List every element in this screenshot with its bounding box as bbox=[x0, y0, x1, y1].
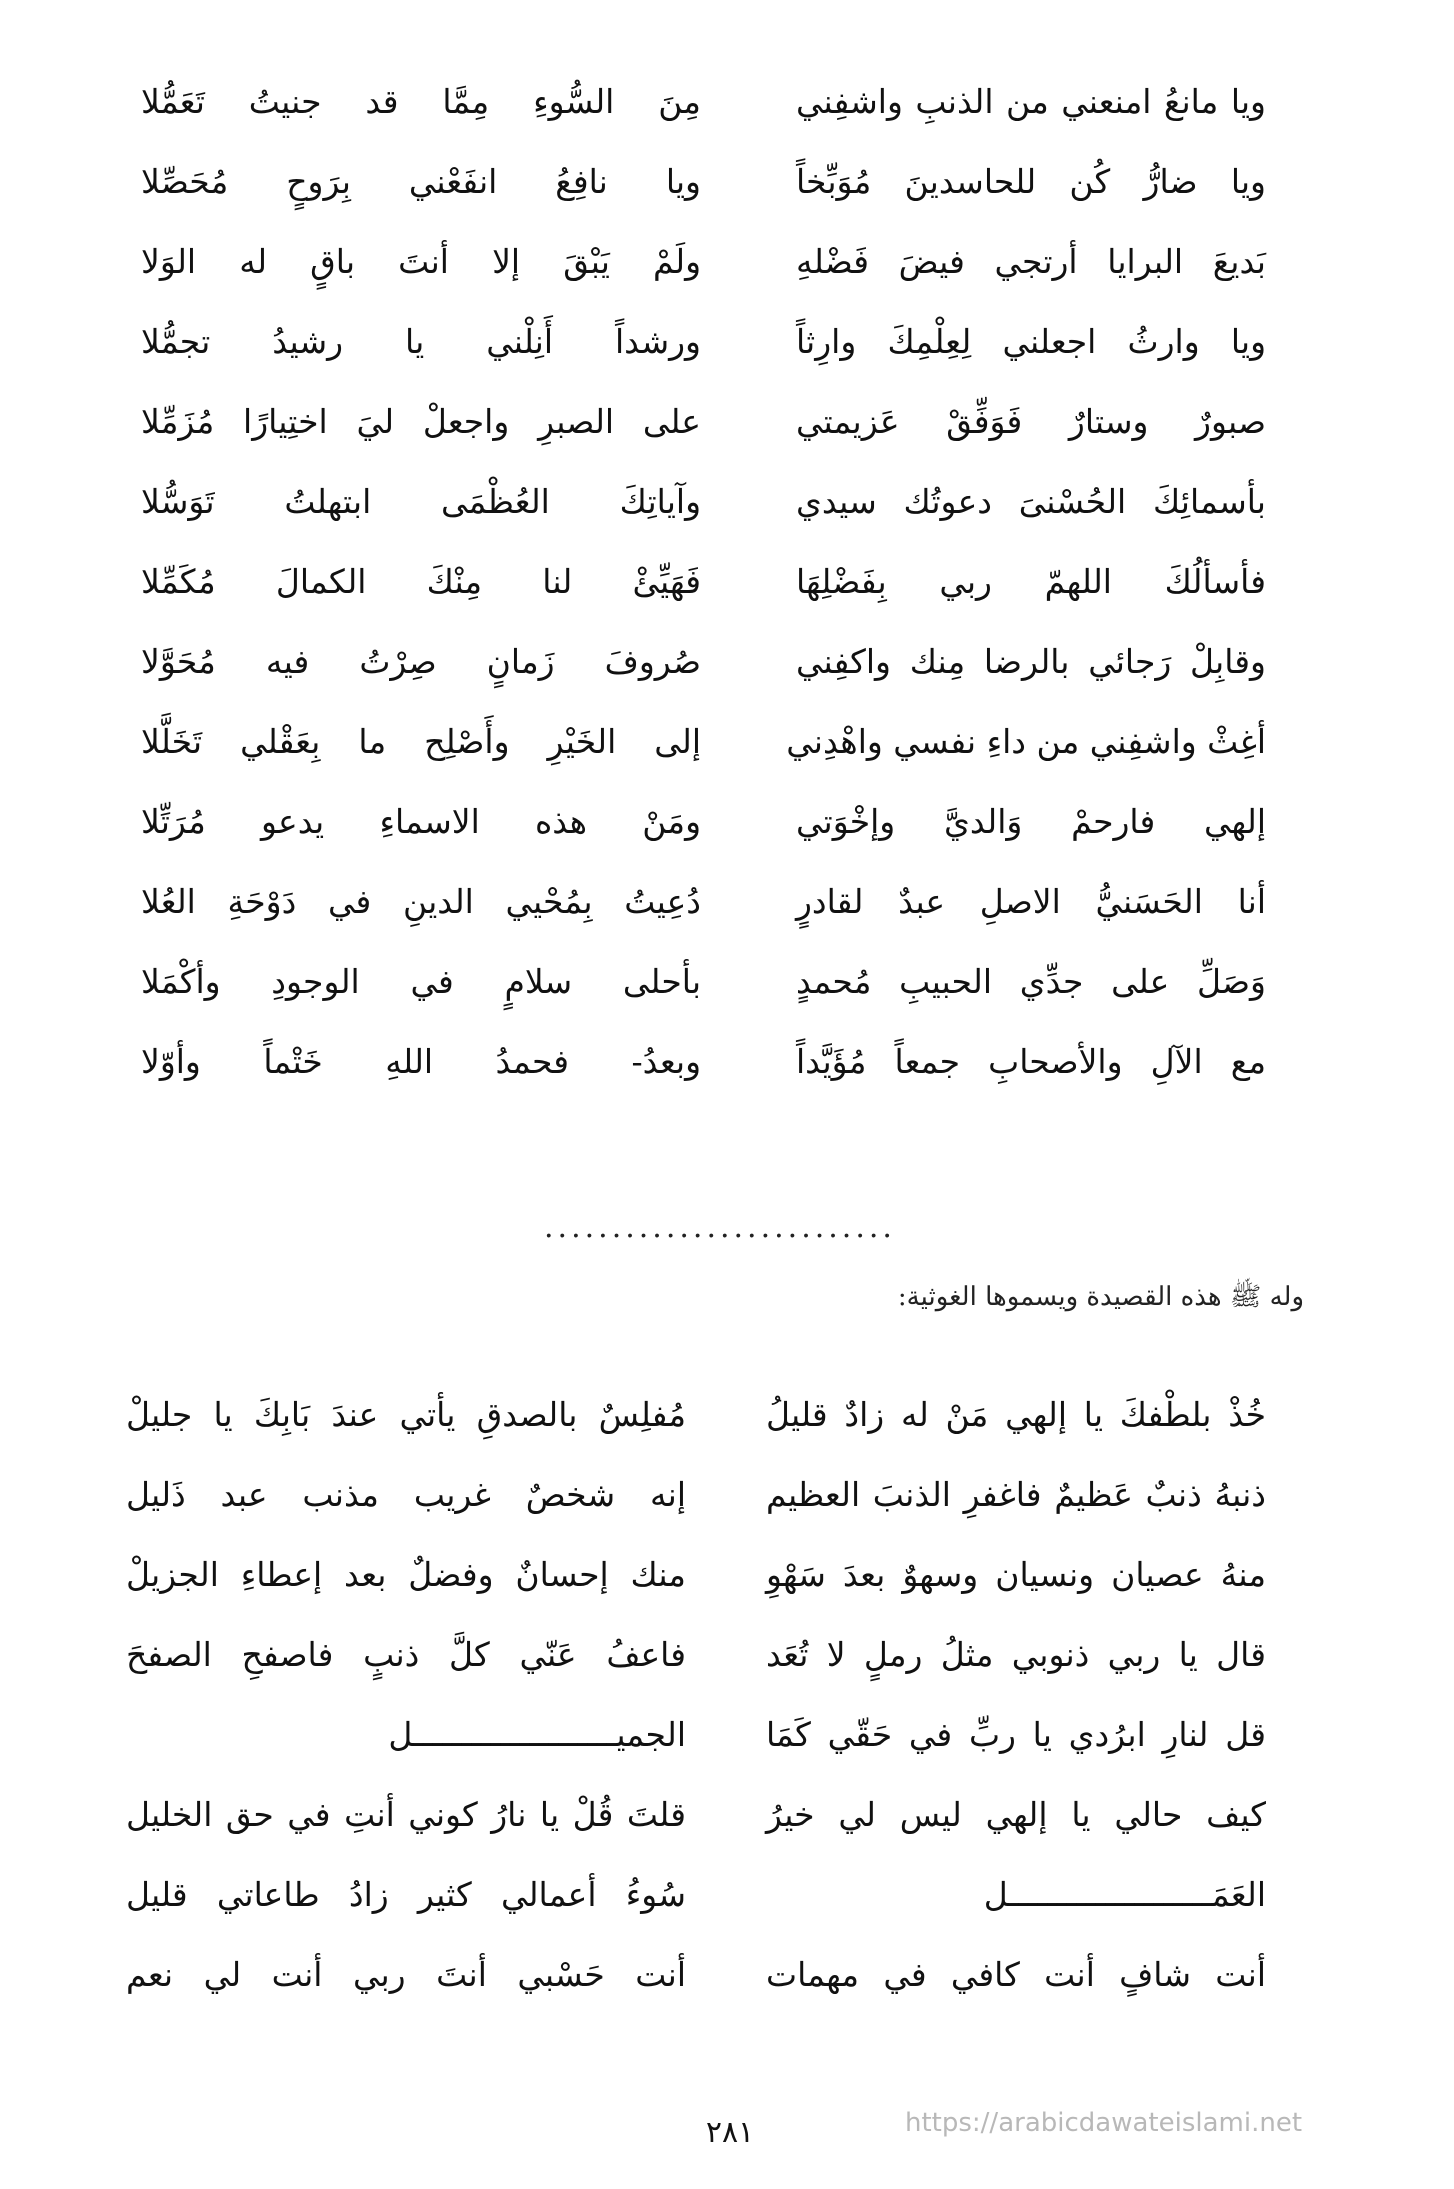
second-hemistich: الجميـــــــــــــــــــــل bbox=[388, 1715, 686, 1754]
first-hemistich: بأسمائِكَ الحُسْنىَ دعوتُك سيدي bbox=[796, 482, 1266, 521]
verse-row bbox=[0, 1775, 1454, 1855]
verse-row bbox=[0, 462, 1454, 542]
second-hemistich: فاعفُ عَنّي كلَّ ذنبٍ فاصفحِ الصفحَ bbox=[126, 1635, 686, 1674]
intro-line: وله ﷺ هذه القصيدة ويسموها الغوثية: bbox=[897, 1282, 1304, 1312]
verse-row bbox=[0, 1375, 1454, 1455]
second-hemistich: وبعدُ- فحمدُ اللهِ خَتْماً وأوّلا bbox=[141, 1042, 701, 1081]
second-hemistich: ومَنْ هذه الاسماءِ يدعو مُرَتِّلا bbox=[141, 802, 701, 841]
second-hemistich: دُعِيتُ بِمُحْيي الدينِ في دَوْحَةِ العُلا bbox=[141, 882, 701, 921]
second-hemistich: صُروفَ زَمانٍ صِرْتُ فيه مُحَوَّلا bbox=[141, 642, 701, 681]
second-hemistich: إنه شخصٌ غريب مذنب عبد ذَليل bbox=[126, 1475, 686, 1514]
second-hemistich: مِنَ السُّوءِ مِمَّا قد جنيتُ تَعَمُّلا bbox=[141, 82, 701, 121]
first-hemistich: العَمَـــــــــــــــــــــل bbox=[983, 1875, 1266, 1914]
verse-row bbox=[0, 942, 1454, 1022]
second-hemistich: إلى الخَيْرِ وأَصْلِح ما بِعَقْلي تَخَلَّلا bbox=[141, 722, 701, 761]
first-hemistich: خُذْ بلطْفكَ يا إلهي مَنْ له زادٌ قليلُ bbox=[766, 1395, 1266, 1434]
page-number: ٢٨١ bbox=[705, 2115, 755, 2150]
verse-row bbox=[0, 1615, 1454, 1695]
verse-row bbox=[0, 1535, 1454, 1615]
first-hemistich: وَصَلِّ على جدِّي الحبيبِ مُحمدٍ bbox=[796, 962, 1266, 1001]
first-hemistich: ذنبهُ ذنبٌ عَظيمٌ فاغفرِ الذنبَ العظيم bbox=[766, 1475, 1266, 1514]
first-hemistich: كيف حالي يا إلهي ليس لي خيرُ bbox=[766, 1795, 1266, 1834]
first-hemistich: منهُ عصيان ونسيان وسهوٌ بعدَ سَهْوِ bbox=[766, 1555, 1266, 1594]
second-hemistich: ويا نافِعُ انفَعْني بِرَوحٍ مُحَصِّلا bbox=[141, 162, 701, 201]
second-hemistich: مُفلِسٌ بالصدقِ يأتي عندَ بَابِكَ يا جليلْ bbox=[126, 1395, 686, 1434]
first-hemistich: ويا وارثُ اجعلني لِعِلْمِكَ وارِثاً bbox=[796, 322, 1266, 361]
verse-row bbox=[0, 622, 1454, 702]
verse-row bbox=[0, 1855, 1454, 1935]
first-hemistich: أنت شافٍ أنت كافي في مهمات bbox=[766, 1955, 1266, 1994]
second-hemistich: ورشداً أَنِلْني يا رشيدُ تجمُّلا bbox=[141, 322, 701, 361]
second-hemistich: ولَمْ يَبْقَ إلا أنتَ باقٍ له الوَلا bbox=[141, 242, 701, 281]
verse-row bbox=[0, 862, 1454, 942]
first-hemistich: قال يا ربي ذنوبي مثلُ رملٍ لا تُعَد bbox=[766, 1635, 1266, 1674]
verse-row bbox=[0, 1022, 1454, 1102]
verse-row bbox=[0, 702, 1454, 782]
verse-row bbox=[0, 382, 1454, 462]
verse-row bbox=[0, 782, 1454, 862]
first-hemistich: صبورٌ وستارٌ فَوَفِّقْ عَزيمتي bbox=[796, 402, 1266, 441]
second-hemistich: قلتَ قُلْ يا نارُ كوني أنتِ في حق الخليل bbox=[126, 1795, 686, 1834]
verse-row bbox=[0, 542, 1454, 622]
verse-row bbox=[0, 1935, 1454, 2015]
verse-row bbox=[0, 1455, 1454, 1535]
first-hemistich: ويا مانعُ امنعني من الذنبِ واشفِني bbox=[796, 82, 1266, 121]
first-hemistich: قل لنارِ ابرُدي يا ربِّ في حَقّي كَمَا bbox=[766, 1715, 1266, 1754]
second-hemistich: سُوءُ أعمالي كثير زادُ طاعاتي قليل bbox=[126, 1875, 686, 1914]
second-hemistich: وآياتِكَ العُظْمَى ابتهلتُ تَوَسُّلا bbox=[141, 482, 701, 521]
first-hemistich: أغِثْ واشفِني من داءِ نفسي واهْدِني bbox=[786, 722, 1266, 761]
second-hemistich: فَهَيِّئْ لنا مِنْكَ الكمالَ مُكَمِّلا bbox=[141, 562, 701, 601]
first-hemistich: ويا ضارُّ كُن للحاسدينَ مُوَبِّخاً bbox=[796, 162, 1266, 201]
second-hemistich: بأحلى سلامٍ في الوجودِ وأكْمَلا bbox=[141, 962, 701, 1001]
first-hemistich: إلهي فارحمْ وَالديَّ وإخْوَتي bbox=[796, 802, 1266, 841]
first-hemistich: مع الآلِ والأصحابِ جمعاً مُؤَيَّداً bbox=[796, 1042, 1266, 1081]
verse-row bbox=[0, 222, 1454, 302]
first-hemistich: بَديعَ البرايا أرتجي فيضَ فَضْلهِ bbox=[796, 242, 1266, 281]
second-hemistich: منك إحسانٌ وفضلٌ بعد إعطاءِ الجزيلْ bbox=[126, 1555, 686, 1594]
section-separator: .......................... bbox=[544, 1210, 896, 1245]
verse-row bbox=[0, 62, 1454, 142]
first-hemistich: فأسألُكَ اللهمّ ربي بِفَضْلِهَا bbox=[796, 562, 1266, 601]
verse-row bbox=[0, 142, 1454, 222]
second-hemistich: أنت حَسْبي أنتَ ربي أنت لي نعم bbox=[126, 1955, 686, 1994]
first-hemistich: أنا الحَسَنيُّ الاصلِ عبدٌ لقادرٍ bbox=[796, 882, 1266, 921]
watermark-url: https://arabicdawateislami.net bbox=[905, 2108, 1303, 2138]
second-hemistich: على الصبرِ واجعلْ ليَ اختِيارًا مُزَمِّلا bbox=[141, 402, 701, 441]
verse-row bbox=[0, 1695, 1454, 1775]
verse-row bbox=[0, 302, 1454, 382]
first-hemistich: وقابِلْ رَجائي بالرضا مِنك واكفِني bbox=[796, 642, 1266, 681]
